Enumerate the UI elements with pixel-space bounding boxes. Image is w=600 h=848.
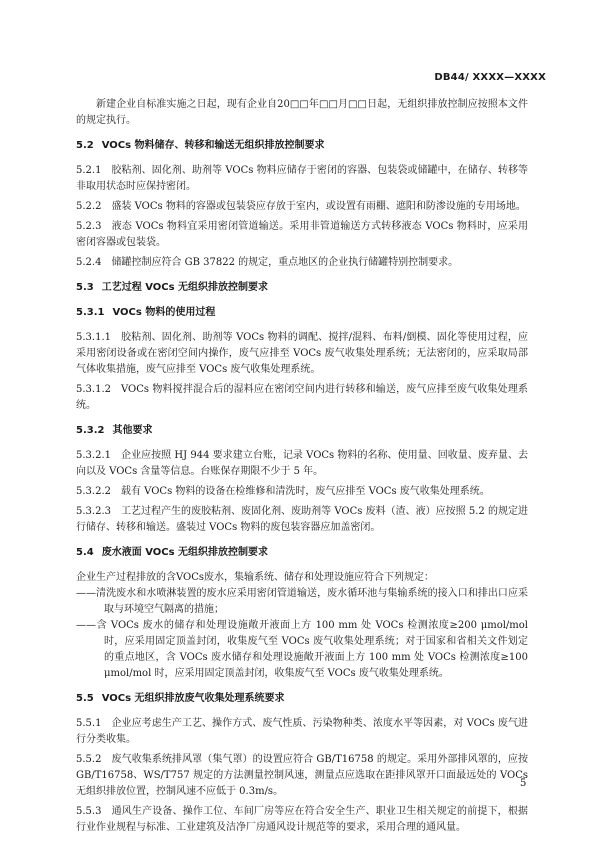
clause-text: 胶粘剂、固化剂、助剂等 VOCs 物料的调配、搅拌/混料、布料/倒模、固化等使用过程，应采用密闭设备或在密闭空间内操作，废气应排至 VOCs 废气收集处理系统；无法密闭的，应采取局部气体收集措施，废气应排至 VOCs 废气收集处理系统。 [76, 332, 528, 375]
clause-text: 工艺过程产生的废胶粘剂、废固化剂、废助剂等 VOCs 废料（渣、液）应按照 5.2 的规定进行储存、转移和输送。盛装过 VOCs 物料的废包装容器应加盖密闭。 [76, 506, 528, 533]
wastewater-intro: 企业生产过程排放的含VOCs废水，集输系统、储存和处理设施应符合下列规定： [76, 572, 435, 583]
clause-number: 5.3.1.1 [76, 332, 111, 343]
clause-paragraph [76, 504, 528, 536]
clause-paragraph [76, 330, 528, 378]
clause-number: 5.2.4 [76, 257, 102, 268]
section-number: 5.5 [76, 693, 94, 704]
page-number: 5 [520, 778, 527, 789]
clause-text: 企业应考虑生产工艺、操作方式、废气性质、污染物种类、浓度水平等因素，对 VOCs 废气进行分类收集。 [76, 718, 528, 745]
section-number: 5.4 [76, 547, 94, 558]
clause-number: 5.2.2 [76, 201, 102, 212]
section-title: VOCs 无组织排放废气收集处理系统要求 [101, 693, 285, 704]
section-heading [76, 545, 528, 561]
clause-text: 废气收集系统排风罩（集气罩）的设置应符合 GB/T16758 的规定。采用外部排风罩的，应按 GB/T16758、WS/T757 规定的方法测量控制风速，测量点应选取在距排风罩开口面最远处的 VOCs 无组织排放位置，控制风速不应低于 0.3m/s。 [76, 754, 528, 797]
clause-number: 5.2.1 [76, 165, 102, 176]
clause-text: 通风生产设备、操作工位、车间厂房等应在符合安全生产、职业卫生相关规定的前提下，根据行业作业规程与标准、工业建筑及洁净厂房通风设计规范等的要求，采用合理的通风量。 [76, 806, 528, 833]
dash-list-item: ——清洗废水和水喷淋装置的废水应采用密闭管道输送，废水循环池与集输系统的接入口和排出口应采取与环境空气隔离的措施； [76, 588, 528, 615]
clause-number: 5.3.2.3 [76, 506, 111, 517]
dash-list-item: ——含 VOCs 废水的储存和处理设施敞开液面上方 100 mm 处 VOCs 检测浓度≥200 μmol/mol 时，应采用固定顶盖封闭，收集废气至 VOCs 废气收集处理系统；对于国家和省相关文件划定的重点地区，含 VOCs 废水储存和处理设施敞开液面上方 100 mm 处 VOCs 检测浓度≥100 μmol/mol 时，应采用固定顶盖封闭，收集废气至 VOCs 废气收集处理系统。 [76, 620, 528, 679]
subsection-number: 5.3.1 [76, 307, 105, 318]
clause-number: 5.5.3 [76, 806, 102, 817]
subsection-heading [76, 305, 528, 321]
clause-text: 液态 VOCs 物料宜采用密闭管道输送。采用非管道输送方式转移液态 VOCs 物料时，应采用密闭容器或包装袋。 [76, 221, 528, 248]
clause-number: 5.3.2.2 [76, 486, 111, 497]
clause-paragraph [76, 448, 528, 480]
clause-paragraph [76, 199, 528, 215]
clause-number: 5.3.1.2 [76, 384, 111, 395]
clause-number: 5.3.2.1 [76, 450, 111, 461]
intro-paragraph: 新建企业自标准实施之日起，现有企业自20□□年□□月□□日起，无组织排放控制应按照本文件的规定执行。 [76, 99, 528, 126]
clause-paragraph [76, 484, 528, 500]
clause-number: 5.2.3 [76, 221, 102, 232]
clause-paragraph [76, 163, 528, 195]
clause-paragraph [76, 382, 528, 414]
clause-text: 盛装 VOCs 物料的容器或包装袋应存放于室内，或设置有雨棚、遮阳和防渗设施的专用场地。 [111, 201, 526, 212]
section-heading [76, 691, 528, 707]
section-title: 工艺过程 VOCs 无组织排放控制要求 [101, 282, 269, 293]
clause-text: 载有 VOCs 物料的设备在检维修和清洗时，废气应排至 VOCs 废气收集处理系统。 [121, 486, 490, 497]
section-number: 5.3 [76, 282, 94, 293]
clause-text: VOCs 物料搅拌混合后的湿料应在密闭空间内进行转移和输送，废气应排至废气收集处理系统。 [76, 384, 528, 411]
clause-paragraph [76, 255, 528, 271]
subsection-heading [76, 423, 528, 439]
section-heading [76, 138, 528, 154]
clause-paragraph [76, 219, 528, 251]
clause-paragraph [76, 804, 528, 836]
subsection-title: 其他要求 [112, 425, 153, 436]
section-title: 废水液面 VOCs 无组织排放控制要求 [101, 547, 269, 558]
section-title: VOCs 物料储存、转移和输送无组织排放控制要求 [101, 140, 325, 151]
section-number: 5.2 [76, 140, 94, 151]
clause-text: 胶粘剂、固化剂、助剂等 VOCs 物料应储存于密闭的容器、包装袋或储罐中，在储存、转移等非取用状态时应保持密闭。 [76, 165, 528, 192]
clause-number: 5.5.1 [76, 718, 102, 729]
clause-text: 储罐控制应符合 GB 37822 的规定，重点地区的企业执行储罐特别控制要求。 [111, 257, 459, 268]
document-code: DB44/ XXXX—XXXX [434, 72, 546, 83]
page-body [76, 97, 528, 836]
subsection-number: 5.3.2 [76, 425, 105, 436]
clause-text: 企业应按照 HJ 944 要求建立台账，记录 VOCs 物料的名称、使用量、回收量、废弃量、去向以及 VOCs 含量等信息。台账保存期限不少于 5 年。 [76, 450, 528, 477]
section-heading [76, 280, 528, 296]
clause-paragraph [76, 716, 528, 748]
subsection-title: VOCs 物料的使用过程 [112, 307, 216, 318]
clause-number: 5.5.2 [76, 754, 102, 765]
clause-paragraph [76, 752, 528, 800]
